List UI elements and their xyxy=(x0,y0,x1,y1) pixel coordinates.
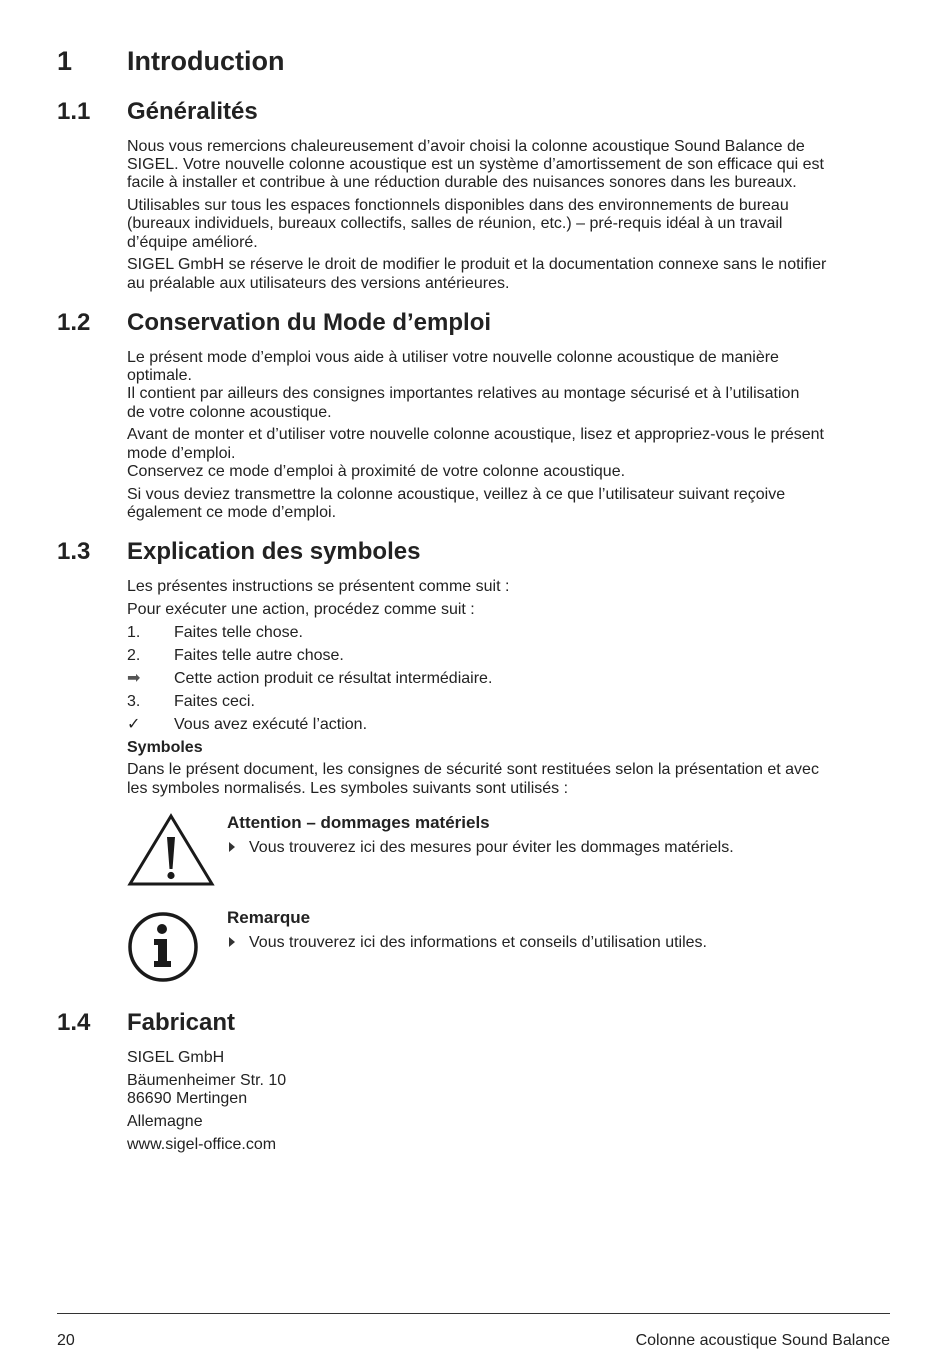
paragraph xyxy=(127,349,897,422)
text-line: Les présentes instructions se présentent comme suit : xyxy=(127,578,510,595)
section-title: Conservation du Mode d’emploi xyxy=(127,309,492,336)
list-item xyxy=(127,670,897,688)
text-line: mode d’emploi. xyxy=(127,444,236,462)
text-line: facile à installer et contribue à une réduction durable des nuisances sonores dans les bureaux. xyxy=(127,174,797,192)
checkmark-icon: ✓ xyxy=(127,715,141,733)
paragraph xyxy=(127,197,897,252)
company-name: SIGEL GmbH xyxy=(127,1049,225,1066)
chapter-number: 1 xyxy=(57,46,73,76)
text-line: Conservez ce mode d’emploi à proximité de votre colonne acoustique. xyxy=(127,462,626,480)
paragraph xyxy=(127,426,897,481)
website: www.sigel-office.com xyxy=(127,1135,277,1153)
bullet-triangle-icon xyxy=(229,842,235,852)
step-text: Faites telle autre chose. xyxy=(174,646,344,664)
section-number: 1.2 xyxy=(57,309,91,336)
warning-text-row xyxy=(227,838,734,857)
paragraph xyxy=(127,1136,897,1154)
paragraph xyxy=(127,256,897,292)
text-line: SIGEL. Votre nouvelle colonne acoustique est un système d’amortissement de son efficace qui est xyxy=(127,156,824,174)
section-body xyxy=(127,349,897,527)
step-text: Cette action produit ce résultat intermédiaire. xyxy=(174,669,493,687)
step-number: 3. xyxy=(127,692,141,710)
section-number: 1.4 xyxy=(57,1009,91,1036)
text-line: les symboles normalisés. Les symboles suivants sont utilisés : xyxy=(127,779,569,797)
footer-divider xyxy=(57,1313,890,1314)
warning-triangle-icon xyxy=(127,813,215,887)
text-line: Utilisables sur tous les espaces fonctionnels disponibles dans des environnements de bureau xyxy=(127,197,789,215)
warning-text: Vous trouverez ici des mesures pour éviter les dommages matériels. xyxy=(249,839,734,856)
list-item xyxy=(127,624,897,642)
list-item xyxy=(127,693,897,711)
footer-doc-title: Colonne acoustique Sound Balance xyxy=(635,1332,890,1349)
section-number: 1.3 xyxy=(57,538,91,565)
step-text: Faites telle chose. xyxy=(174,623,303,641)
text-line: Le présent mode d’emploi vous aide à utiliser votre nouvelle colonne acoustique de manière xyxy=(127,349,779,366)
step-text: Faites ceci. xyxy=(174,692,255,710)
note-title: Remarque xyxy=(227,908,311,927)
section-title: Généralités xyxy=(127,98,258,125)
country: Allemagne xyxy=(127,1112,203,1130)
text-line: d’équipe amélioré. xyxy=(127,233,258,251)
paragraph xyxy=(127,601,897,619)
note-text: Vous trouverez ici des informations et conseils d’utilisation utiles. xyxy=(249,934,707,951)
section-title: Explication des symboles xyxy=(127,538,421,565)
section-title: Fabricant xyxy=(127,1009,236,1036)
warning-title: Attention – dommages matériels xyxy=(227,813,490,832)
step-list xyxy=(127,624,897,734)
text-line: Nous vous remercions chaleureusement d’avoir choisi la colonne acoustique Sound Balance de xyxy=(127,138,805,155)
text-line: (bureaux individuels, bureaux collectifs, salles de réunion, etc.) – pré-requis idéal à un travail xyxy=(127,215,783,233)
text-line: Si vous deviez transmettre la colonne acoustique, veillez à ce que l’utilisateur suivant reçoive xyxy=(127,485,786,503)
text-line: optimale. xyxy=(127,367,192,385)
text-line: de votre colonne acoustique. xyxy=(127,403,332,421)
text-line: également ce mode d’emploi. xyxy=(127,503,337,521)
paragraph xyxy=(127,761,897,797)
section-number: 1.1 xyxy=(57,98,91,125)
page-number: 20 xyxy=(57,1332,75,1349)
paragraph xyxy=(127,138,897,193)
list-item xyxy=(127,647,897,665)
paragraph xyxy=(127,1072,897,1108)
paragraph xyxy=(127,578,897,596)
paragraph xyxy=(127,1113,897,1131)
info-circle-icon xyxy=(127,911,199,983)
step-number: 2. xyxy=(127,646,141,664)
text-line: Il contient par ailleurs des consignes importantes relatives au montage sécurisé et à l’utilisation xyxy=(127,385,800,403)
street: Bäumenheimer Str. 10 xyxy=(127,1071,287,1089)
subheading-symbols: Symboles xyxy=(127,738,203,756)
city: 86690 Mertingen xyxy=(127,1090,248,1107)
text-line: au préalable aux utilisateurs des versions antérieures. xyxy=(127,274,510,292)
note-text-row xyxy=(227,933,707,952)
list-item xyxy=(127,716,897,734)
manufacturer-address xyxy=(127,1049,897,1158)
text-line: Dans le présent document, les consignes de sécurité sont restituées selon la présentation et avec xyxy=(127,761,819,779)
text-line: Pour exécuter une action, procédez comme suit : xyxy=(127,600,475,618)
text-line: SIGEL GmbH se réserve le droit de modifier le produit et la documentation connexe sans le notifier xyxy=(127,256,827,274)
section-body xyxy=(127,578,897,802)
result-arrow-icon: ➡ xyxy=(127,669,141,687)
text-line: Avant de monter et d’utiliser votre nouvelle colonne acoustique, lisez et appropriez-vous le présent xyxy=(127,426,824,444)
section-body xyxy=(127,138,897,297)
step-text: Vous avez exécuté l’action. xyxy=(174,715,368,733)
paragraph xyxy=(127,1049,897,1067)
chapter-title: Introduction xyxy=(127,46,285,76)
bullet-triangle-icon xyxy=(229,937,235,947)
paragraph xyxy=(127,486,897,522)
step-number: 1. xyxy=(127,623,141,641)
